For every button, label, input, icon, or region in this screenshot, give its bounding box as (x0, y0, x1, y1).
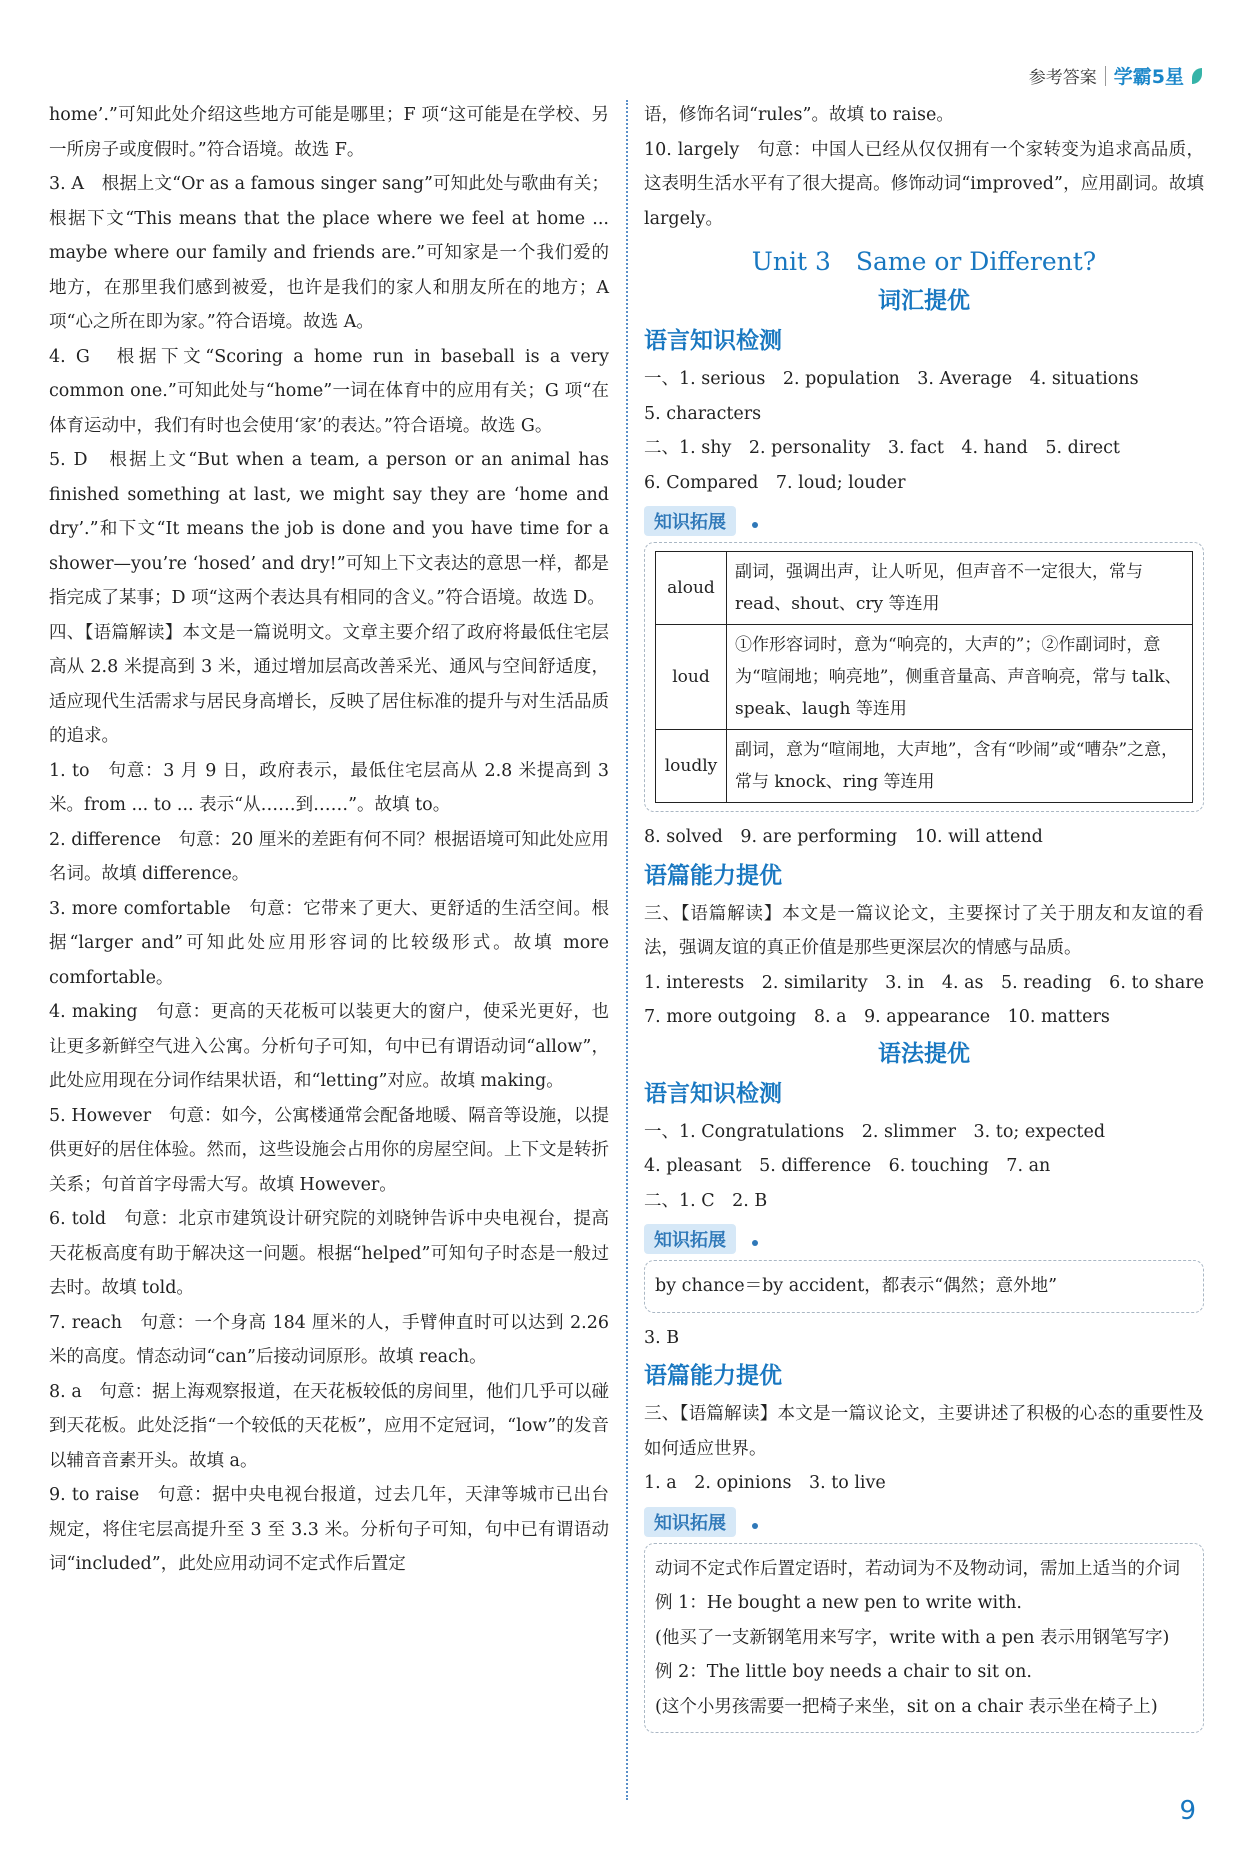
column-divider (626, 100, 628, 1800)
knowledge-expand-tag: 知识拓展 (644, 506, 736, 536)
expand-example: 例 2：The little boy needs a chair to sit on. (655, 1662, 1032, 1682)
vocab-title: 词汇提优 (878, 288, 970, 314)
answer-line: 二、1. C 2. B (644, 1190, 768, 1211)
knowledge-expand-tag: 知识拓展 (644, 1224, 736, 1254)
answer-paragraph: 3. more comfortable 句意：它带来了更大、更舒适的生活空间。根据“larger and”可知此处应用形容词的比较级形式。故填 more comfortable。 (49, 898, 609, 988)
header-divider (1105, 66, 1106, 86)
answer-line: 8. solved 9. are performing 10. will attend (644, 827, 1043, 847)
answer-paragraph: 5. However 句意：如今，公寓楼通常会配备地暖、隔音等设施，以提供更好的居住体验。然而，这些设施会占用你的房屋空间。上下文是转折关系；句首首字母需大写。故填 However。 (49, 1105, 609, 1195)
answer-line: 一、1. serious 2. population 3. Average 4. situations (644, 369, 1139, 389)
section-heading-reading: 语篇能力提优 (644, 1363, 782, 1389)
header-reference: 参考答案 (1028, 68, 1097, 88)
expand-text: by chance＝by accident，都表示“偶然；意外地” (655, 1276, 1058, 1296)
expand-text: 动词不定式作后置定语时，若动词为不及物动词，需加上适当的介词 (655, 1558, 1180, 1579)
leaf-icon (1192, 68, 1202, 84)
table-cell-desc: ①作形容词时，意为“响亮的，大声的”；②作副词时，意为“喧闹地；响亮地”，侧重音量高、声音响亮，常与 talk、speak、laugh 等连用 (727, 625, 1193, 730)
answer-line: 一、1. Congratulations 2. slimmer 3. to; expected (644, 1121, 1106, 1142)
section-heading-check: 语言知识检测 (644, 1080, 782, 1107)
left-column (49, 98, 609, 1582)
answer-line: 3. B (644, 1327, 680, 1348)
table-row (656, 552, 1193, 625)
page-number: 9 (1179, 1796, 1196, 1826)
word-comparison-table (655, 551, 1193, 803)
reading-summary: 三、【语篇解读】本文是一篇议论文，主要探讨了关于朋友和友谊的看法，强调友谊的真正价值是那些更深层次的情感与品质。 (644, 903, 1204, 958)
table-cell-desc: 副词，强调出声，让人听见，但声音不一定很大，常与 read、shout、cry 等连用 (727, 552, 1193, 625)
answer-line: 1. interests 2. similarity 3. in 4. as 5. reading 6. to share 7. more outgoing 8. a 9. appearance 10. matters (644, 972, 1222, 1027)
answer-paragraph: 6. told 句意：北京市建筑设计研究院的刘晓钟告诉中央电视台，提高天花板高度有助于解决这一问题。根据“helped”可知句子时态是一般过去时。故填 told。 (49, 1209, 609, 1298)
answer-paragraph: 4. making 句意：更高的天花板可以装更大的窗户，使采光更好，也让更多新鲜空气进入公寓。分析句子可知，句中已有谓语动词“allow”，此处应用现在分词作结果状语，和“letting”对应。故填 making。 (49, 1002, 609, 1091)
answer-paragraph: 9. to raise 句意：据中央电视台报道，过去几年，天津等城市已出台规定，将住宅层高提升至 3 至 3.3 米。分析句子可知，句中已有谓语动词“included”，此处应用动词不定式作后置定 (49, 1485, 609, 1574)
answer-paragraph: 8. a 句意：据上海观察报道，在天花板较低的房间里，他们几乎可以碰到天花板。此处泛指“一个较低的天花板”，应用不定冠词，“low”的发音以辅音音素开头。故填 a。 (49, 1381, 609, 1471)
table-cell-desc: 副词，意为“喧闹地，大声地”，含有“吵闹”或“嘈杂”之意，常与 knock、ring 等连用 (727, 730, 1193, 803)
answer-paragraph: 语，修饰名词“rules”。故填 to raise。 (644, 105, 954, 125)
page-header (1029, 62, 1202, 89)
header-brand: 学霸5星 (1113, 66, 1184, 88)
answer-paragraph: home’.”可知此处介绍这些地方可能是哪里；F 项“这可能是在学校、另一所房子或度假时。”符合语境。故选 F。 (49, 105, 609, 160)
answer-line: 5. characters (644, 403, 762, 424)
answer-paragraph: 2. difference 句意：20 厘米的差距有何不同？根据语境可知此处应用名词。故填 difference。 (49, 829, 609, 884)
table-cell-word: loudly (656, 730, 727, 803)
unit-title: Unit 3 Same or Different? (751, 247, 1097, 276)
grammar-title: 语法提优 (878, 1040, 970, 1067)
answer-line: 6. Compared 7. loud; louder (644, 472, 906, 493)
table-row (656, 730, 1193, 803)
answer-paragraph: 3. A 根据上文“Or as a famous singer sang”可知此处与歌曲有关；根据下文“This means that the place where we feel at home ... maybe where our family and friends are.”可知家是一个我们爱的地方，在那里我们感到被爱，也许是我们的家人和朋友所在的地方；A 项“心之所在即为家。”符合语境。故选 A。 (49, 174, 609, 332)
section-heading-reading: 语篇能力提优 (644, 862, 782, 889)
answer-line: 4. pleasant 5. difference 6. touching 7. an (644, 1156, 1051, 1176)
right-column (644, 98, 1222, 1741)
knowledge-expand-box (644, 542, 1204, 812)
answer-paragraph: 4. G 根据下文“Scoring a home run in baseball is a very common one.”可知此处与“home”一词在体育中的应用有关；G 项“在体育运动中，我们有时也会使用‘家’的表达。”符合语境。故选 G。 (49, 346, 609, 436)
knowledge-expand-box (644, 1260, 1204, 1313)
knowledge-expand-box (644, 1543, 1204, 1734)
reading-summary: 四、【语篇解读】本文是一篇说明文。文章主要介绍了政府将最低住宅层高从 2.8 米提高到 3 米，通过增加层高改善采光、通风与空间舒适度，适应现代生活需求与居民身高增长，反映了居住标准的提升与对生活品质的追求。 (49, 622, 609, 746)
table-cell-word: aloud (656, 552, 727, 625)
expand-example: 例 1：He bought a new pen to write with. (655, 1593, 1022, 1613)
answer-paragraph: 1. to 句意：3 月 9 日，政府表示，最低住宅层高从 2.8 米提高到 3 米。from ... to ... 表示“从……到……”。故填 to。 (49, 760, 609, 815)
answer-paragraph: 10. largely 句意：中国人已经从仅仅拥有一个家转变为追求高品质，这表明生活水平有了很大提高。修饰动词“improved”，应用副词。故填 largely。 (644, 139, 1204, 229)
table-row (656, 625, 1193, 730)
answer-line: 二、1. shy 2. personality 3. fact 4. hand 5. direct (644, 438, 1120, 458)
section-heading-check: 语言知识检测 (644, 328, 782, 354)
reading-summary: 三、【语篇解读】本文是一篇议论文，主要讲述了积极的心态的重要性及如何适应世界。 (644, 1404, 1204, 1459)
expand-example-note: (他买了一支新钢笔用来写字，write with a pen 表示用钢笔写字) (655, 1627, 1170, 1648)
answer-line: 1. a 2. opinions 3. to live (644, 1473, 886, 1493)
answer-paragraph: 7. reach 句意：一个身高 184 厘米的人，手臂伸直时可以达到 2.26 米的高度。情态动词“can”后接动词原形。故填 reach。 (49, 1312, 609, 1367)
answer-paragraph: 5. D 根据上文“But when a team, a person or an animal has finished something at last, we might say they are ‘home and dry’.”和下文“It means the job is done and you have time for a shower—you’re ‘hosed’ and dry!”可知上下文表达的意思一样，都是指完成了某事；D 项“这两个表达具有相同的含义。”符合语境。故选 D。 (49, 450, 609, 608)
table-cell-word: loud (656, 625, 727, 730)
knowledge-expand-tag: 知识拓展 (644, 1507, 736, 1537)
expand-example-note: (这个小男孩需要一把椅子来坐，sit on a chair 表示坐在椅子上) (655, 1696, 1158, 1717)
